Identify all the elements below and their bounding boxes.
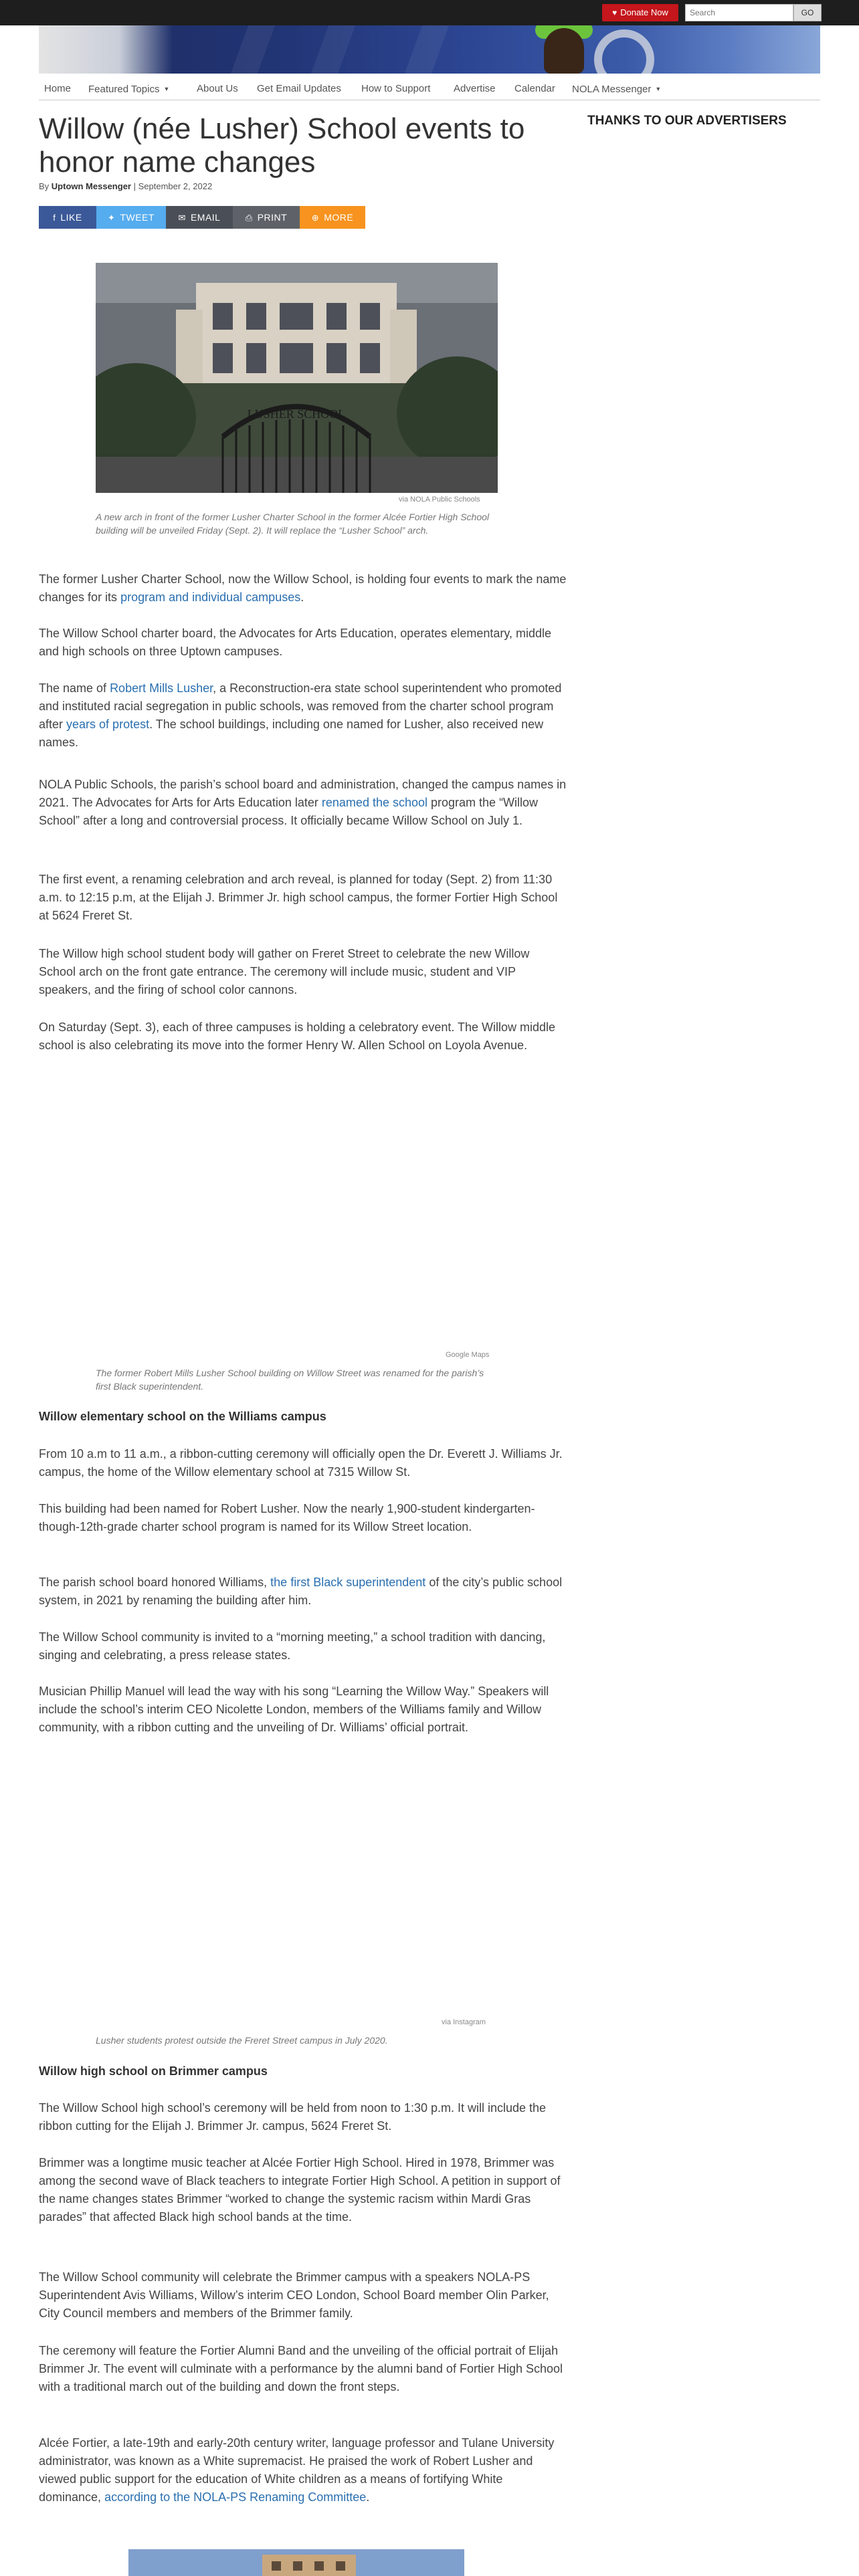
nav-item-email-updates[interactable] xyxy=(257,78,341,100)
article-paragraph xyxy=(39,2434,567,2506)
article-paragraph: The Willow School high school’s ceremony will be held from noon to 1:30 p.m. It will include the ribbon cutting for the Elijah J. Brimmer Jr. campus, 5624 Freret St. xyxy=(39,2101,547,2133)
inline-link[interactable]: program and individual campuses xyxy=(120,591,301,604)
byline xyxy=(39,181,212,191)
main-nav xyxy=(39,78,820,100)
more-button[interactable] xyxy=(300,206,365,229)
nav-item-home[interactable] xyxy=(44,78,71,100)
inline-link[interactable]: renamed the school xyxy=(321,796,428,809)
text-run: . The school buildings, including one named for Lusher, also received new names. xyxy=(39,718,544,749)
text-run: The former Lusher Charter School, now the Willow School, is holding four events to mark the name changes for its xyxy=(39,572,567,604)
text-run: , a Reconstruction-era state school superintendent who promoted and instituted racial segregation in public schools, was removed from the charter school program after xyxy=(39,681,562,731)
section-heading: Willow elementary school on the Williams campus xyxy=(39,1410,326,1423)
banner-ring-shape xyxy=(594,29,654,74)
text-run: The parish school board honored Williams, xyxy=(39,1576,271,1589)
printer-icon: ⎙ xyxy=(245,213,253,223)
nav-item-calendar[interactable] xyxy=(514,78,555,100)
banner-left-image xyxy=(39,25,173,74)
search-go-button[interactable]: GO xyxy=(793,4,822,21)
top-bar xyxy=(0,0,859,25)
banner-person-photo xyxy=(544,28,584,74)
school-building-illustration xyxy=(96,263,498,493)
photo-credit: via Instagram xyxy=(442,2018,486,2026)
section-heading: Willow high school on Brimmer campus xyxy=(39,2064,268,2078)
photo-caption: A new arch in front of the former Lusher Charter School in the former Alcée Fortier High School building will be unveiled Friday (Sept. 2). It will replace the “Lusher School” arch. xyxy=(96,512,490,536)
heart-icon: ♥ xyxy=(612,8,617,17)
article-paragraph: On Saturday (Sept. 3), each of three campuses is holding a celebratory event. The Willow middle school is also celebrating its move into the former Henry W. Allen School on Loyola Avenue. xyxy=(39,1021,556,1052)
article-paragraph xyxy=(39,776,567,830)
email-button[interactable] xyxy=(166,206,233,229)
text-run: . xyxy=(366,2490,370,2504)
more-label: MORE xyxy=(324,212,354,223)
school-building-photo xyxy=(96,263,498,493)
nav-label: About Us xyxy=(197,83,238,94)
facebook-icon: f xyxy=(53,213,56,223)
text-run: . xyxy=(300,591,304,604)
bottom-photo xyxy=(128,2549,464,2576)
nav-label: Featured Topics xyxy=(88,84,160,95)
article-paragraph: The first event, a renaming celebration and arch reveal, is planned for today (Sept. 2) from 11:30 a.m. to 12:15 p.m, at the Elijah J. Brimmer Jr. high school campus, the former Fortier High School at 5624 Freret St. xyxy=(39,873,558,922)
text-run: Alcée Fortier, a late-19th and early-20th century writer, language professor and Tulane University administrator, was known as a White supremacist. He praised the work of Robert Lusher and viewed public support for the education of White children as a means of fortifying White dominance, xyxy=(39,2436,555,2504)
article-paragraph: The Willow School community is invited to a “morning meeting,” a school tradition with dancing, singing and celebrating, a press release states. xyxy=(39,1630,546,1662)
inline-link[interactable]: Robert Mills Lusher xyxy=(110,681,213,695)
article-paragraph: Brimmer was a longtime music teacher at Alcée Fortier High School. Hired in 1978, Brimmer was among the second wave of Black teachers to integrate Fortier High School. A petition in support of the name changes states Brimmer “worked to change the systemic racism within Mardi Gras parades” that affected Black high school bands at the time. xyxy=(39,2156,561,2224)
article-paragraph xyxy=(39,679,567,752)
banner-stripe xyxy=(231,25,275,74)
like-label: LIKE xyxy=(60,212,82,223)
photo-credit: Google Maps xyxy=(446,1351,490,1359)
article-paragraph: Musician Phillip Manuel will lead the way with his song “Learning the Willow Way.” Speakers will include the school’s interim CEO Nicolette London, members of the Williams family and Willow community, with a ribbon cutting and the unveiling of Dr. Williams’ official portrait. xyxy=(39,1685,549,1734)
inline-link[interactable]: the first Black superintendent xyxy=(270,1576,426,1589)
print-label: PRINT xyxy=(257,212,288,223)
sidebar-title: THANKS TO OUR ADVERTISERS xyxy=(587,114,787,128)
like-button[interactable] xyxy=(39,206,96,229)
print-button[interactable] xyxy=(233,206,300,229)
arch-sign-text: LUSHER SCHOOL xyxy=(247,407,346,421)
article-paragraph: The Willow high school student body will gather on Freret Street to celebrate the new Willow School arch on the front gate entrance. The ceremony will include music, student and VIP speakers, and the firing of school color cannons. xyxy=(39,947,530,996)
chevron-down-icon: ▼ xyxy=(655,86,662,92)
protest-image-placeholder xyxy=(96,1765,498,2016)
nav-label: NOLA Messenger xyxy=(572,84,652,95)
nav-label: Advertise xyxy=(454,83,496,94)
inline-link[interactable]: years of protest xyxy=(66,718,150,731)
envelope-icon: ✉ xyxy=(178,213,186,223)
banner-stripe xyxy=(311,25,355,74)
article-paragraph: The Willow School community will celebrate the Brimmer campus with a speakers NOLA-PS Superintendent Avis Williams, Willow’s interim CEO London, School Board member Olin Parker, City Council members and members of the Brimmer family. xyxy=(39,2270,549,2320)
email-label: EMAIL xyxy=(190,212,221,223)
nav-label: Calendar xyxy=(514,83,555,94)
photo-caption: Lusher students protest outside the Freret Street campus in July 2020. xyxy=(96,2035,388,2046)
nav-label: Get Email Updates xyxy=(257,83,341,94)
bottom-building-illustration xyxy=(128,2549,464,2576)
byline-prefix: By xyxy=(39,181,50,191)
text-run: of the city’s public school system, in 2021 by renaming the building after him. xyxy=(39,1576,563,1607)
article-title: Willow (née Lusher) School events to honor name changes xyxy=(39,112,525,179)
tweet-button[interactable] xyxy=(96,206,166,229)
nav-item-featured-topics[interactable] xyxy=(88,78,169,100)
article-paragraph xyxy=(39,570,567,607)
donate-button[interactable] xyxy=(602,4,678,21)
nav-item-nola-messenger[interactable] xyxy=(572,78,661,100)
article-paragraph: The ceremony will feature the Fortier Alumni Band and the unveiling of the official portrait of Elijah Brimmer Jr. The event will culminate with a performance by the alumni band of Fortier High School with a traditional march out of the building and down the front steps. xyxy=(39,2344,563,2393)
nav-label: Home xyxy=(44,83,72,94)
photo-credit: via NOLA Public Schools xyxy=(399,496,480,504)
text-run: program the “Willow School” after a long and controversial process. It officially became Willow School on July 1. xyxy=(39,796,539,827)
nav-item-about-us[interactable] xyxy=(197,78,238,100)
inline-link[interactable]: according to the NOLA-PS Renaming Committee xyxy=(104,2490,367,2504)
map-image-placeholder xyxy=(96,1083,498,1348)
text-run: NOLA Public Schools, the parish’s school board and administration, changed the campus names in 2021. The Advocates for Arts for Arts Education later xyxy=(39,778,567,809)
donate-label: Donate Now xyxy=(620,7,668,17)
chevron-down-icon: ▼ xyxy=(163,86,170,92)
plus-icon: ⊕ xyxy=(311,213,320,223)
author-link[interactable]: Uptown Messenger xyxy=(51,181,131,191)
nav-item-how-to-support[interactable] xyxy=(361,78,430,100)
twitter-icon: ✦ xyxy=(108,213,116,223)
photo-caption: The former Robert Mills Lusher School building on Willow Street was renamed for the parish’s first Black superintendent. xyxy=(96,1368,484,1392)
article-paragraph: The Willow School charter board, the Advocates for Arts Education, operates elementary, middle and high schools on three Uptown campuses. xyxy=(39,627,552,658)
site-banner[interactable] xyxy=(39,25,820,74)
article-paragraph: This building had been named for Robert Lusher. Now the nearly 1,900-student kindergarten-though-12th-grade charter school program is named for its Willow Street location. xyxy=(39,1502,535,1533)
article-paragraph: From 10 a.m to 11 a.m., a ribbon-cutting ceremony will officially open the Dr. Everett J. Williams Jr. campus, the home of the Willow elementary school at 7315 Willow St. xyxy=(39,1447,563,1479)
search-input[interactable] xyxy=(685,4,793,21)
tweet-label: TWEET xyxy=(120,212,155,223)
banner-stripe xyxy=(405,25,449,74)
publish-date: | September 2, 2022 xyxy=(133,181,213,191)
text-run: The name of xyxy=(39,681,110,695)
nav-label: How to Support xyxy=(361,83,431,94)
nav-item-advertise[interactable] xyxy=(454,78,496,100)
article-paragraph xyxy=(39,1574,567,1610)
